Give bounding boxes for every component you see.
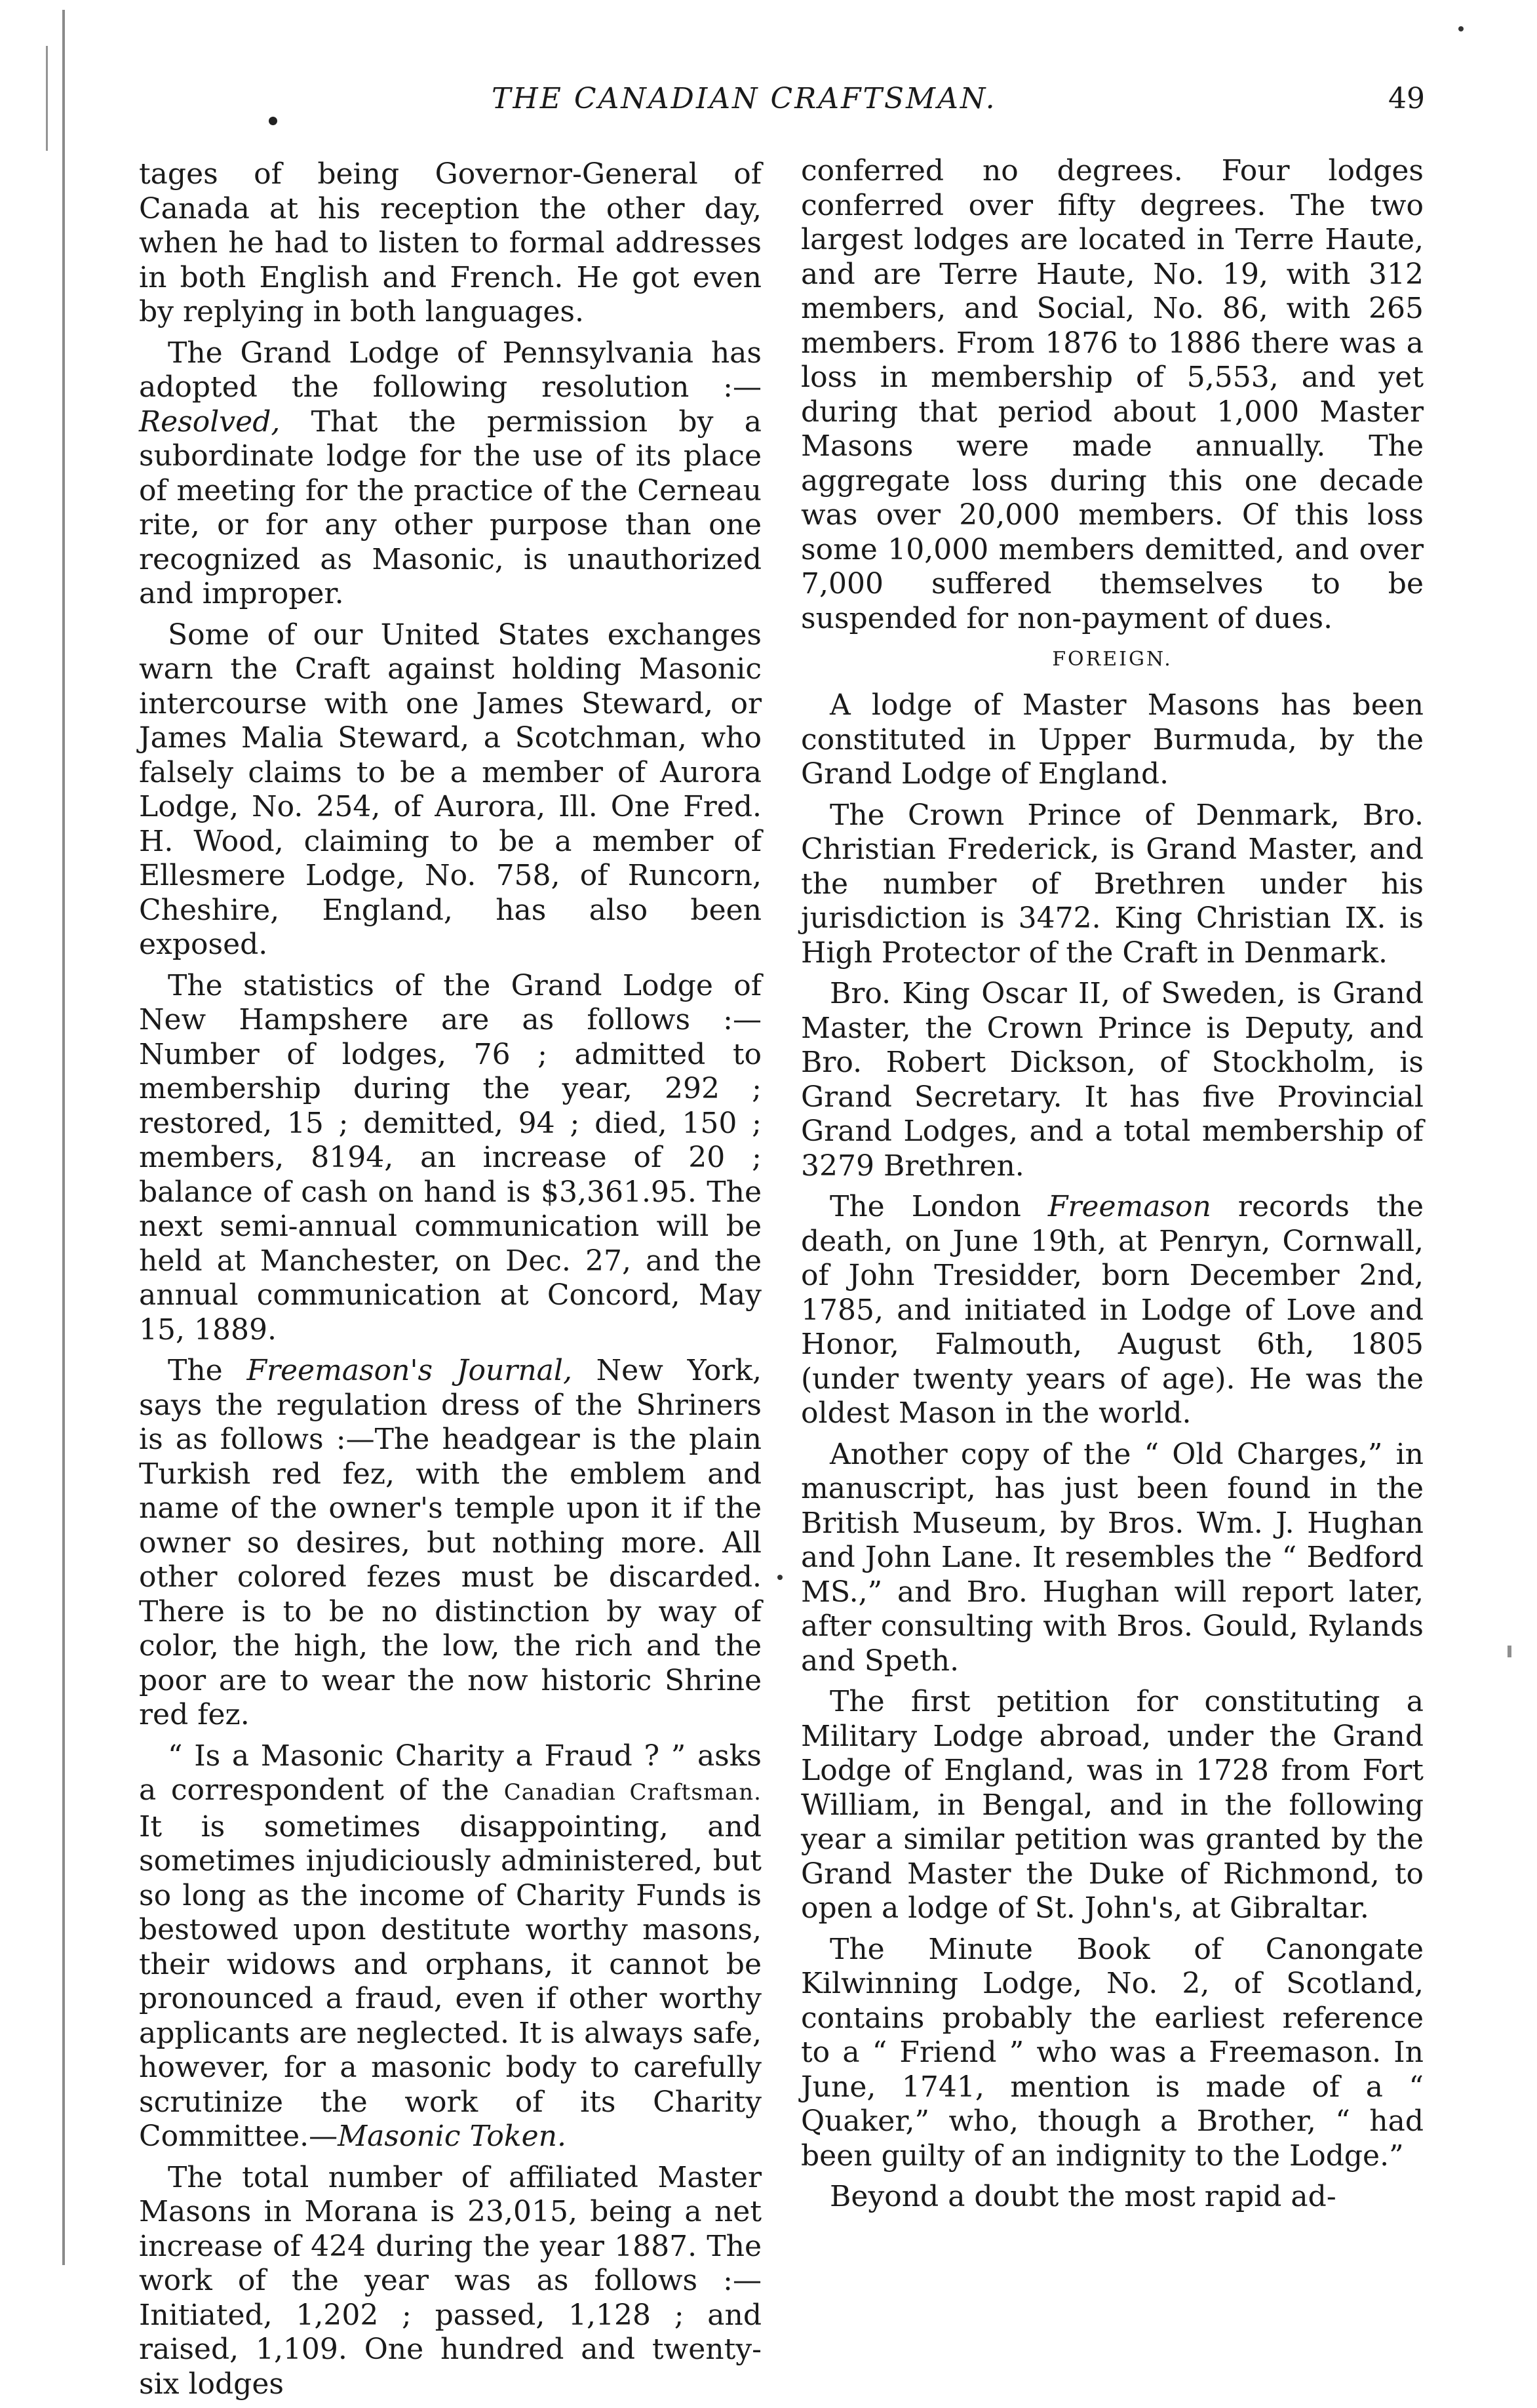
paragraph: The statistics of the Grand Lodge of New Hampshere are as follows :—Number of lodges, 76 ; admitted to membership during the year, 292 ; restored, 15 ; demitted, 94 ; died, 150 ; members, 8194, an increase of 20 ; balance of cash on hand is $3,361.95. The next semi-annual communication will be held at Manchester, on Dec. 27, and the annual communication at Concord, May 15, 1889. xyxy=(139,968,762,1347)
paragraph: A lodge of Master Masons has been constituted in Upper Burmuda, by the Grand Lodge of England. xyxy=(801,688,1424,791)
paragraph: The first petition for constituting a Military Lodge abroad, under the Grand Lodge of England, was in 1728 from Fort William, in Bengal, and in the following year a similar petition was granted by the Grand Master the Duke of Richmond, to open a lodge of St. John's, at Gibraltar. xyxy=(801,1685,1424,1925)
binding-edge-line xyxy=(62,10,65,2265)
paragraph xyxy=(801,1190,1424,1431)
page-number: 49 xyxy=(1388,82,1425,115)
left-column xyxy=(139,157,762,2408)
paragraph: Another copy of the “ Old Charges,” in manuscript, has just been found in the British Museum, by Bros. Wm. J. Hughan and John Lane. It resembles the “ Bedford MS.,” and Bro. Hughan will report later, after consulting with Bros. Gould, Rylands and Speth. xyxy=(801,1437,1424,1678)
paragraph-text: It is sometimes disappointing, and sometimes injudiciously administered, but so long as the income of Charity Funds is bestowed upon destitute worthy masons, their widows and orphans, it cannot be pronounced a fraud, even if other worthy applicants are neglected. It is always safe, however, for a masonic body to carefully scrutinize the work of its Charity Committee.— xyxy=(139,1809,762,2153)
paragraph-text: The xyxy=(168,1354,247,1387)
print-dot xyxy=(269,117,277,125)
paragraph-text: The Grand Lodge of Pennsylvania has adopted the following resolution :— xyxy=(139,336,762,404)
paragraph: Bro. King Oscar II, of Sweden, is Grand Master, the Crown Prince is Deputy, and Bro. Robert Dickson, of Stockholm, is Grand Secretary. It has five Provincial Grand Lodges, and a total membership of 3279 Brethren. xyxy=(801,977,1424,1183)
paragraph: Some of our United States exchanges warn the Craft against holding Masonic intercourse with one James Steward, or James Malia Steward, a Scotchman, who falsely claims to be a member of Aurora Lodge, No. 254, of Aurora, Ill. One Fred. H. Wood, claiming to be a member of Ellesmere Lodge, No. 758, of Runcorn, Cheshire, England, has also been exposed. xyxy=(139,618,762,961)
print-speck xyxy=(1508,1646,1511,1657)
paragraph: The total number of affiliated Master Masons in Morana is 23,015, being a net increase of 424 during the year 1887. The work of the year was as follows :—Initiated, 1,202 ; passed, 1,128 ; and raised, 1,109. One hundred and twenty-six lodges xyxy=(139,2160,762,2401)
binding-edge-mark xyxy=(46,46,48,151)
paragraph: The Minute Book of Canongate Kilwinning Lodge, No. 2, of Scotland, contains probably the earliest reference to a “ Friend ” who was a Freemason. In June, 1741, mention is made of a “ Quaker,” who, though a Brother, “ had been guilty of an indignity to the Lodge.” xyxy=(801,1932,1424,2173)
print-speck xyxy=(1458,26,1464,31)
paragraph-text: The London xyxy=(830,1190,1048,1223)
paragraph-text: That the permission by a subordinate lodge for the use of its place of meeting for the practice of the Cerneau rite, or for any other purpose than one recognized as Masonic, is unauthorized and improper. xyxy=(139,405,762,610)
italic-text: Freemason's Journal, xyxy=(246,1354,572,1387)
italic-text: Freemason xyxy=(1047,1190,1211,1223)
italic-text: Masonic Token. xyxy=(338,2120,566,2153)
paragraph-text: New York, says the regulation dress of the Shriners is as follows :—The headgear is the plain Turkish red fez, with the emblem and name of the owner's temple upon it if the owner so desires, but nothing more. All other colored fezes must be discarded. There is to be no distinction by way of color, the high, the low, the rich and the poor are to wear the now historic Shrine red fez. xyxy=(139,1354,762,1731)
paragraph: conferred no degrees. Four lodges conferred over fifty degrees. The two largest lodges are located in Terre Haute, and are Terre Haute, No. 19, with 312 members, and Social, No. 86, with 265 members. From 1876 to 1886 there was a loss in membership of 5,553, and yet during that period about 1,000 Master Masons were made annually. The aggregate loss during this one decade was over 20,000 members. Of this loss some 10,000 members demitted, and over 7,000 suffered themselves to be suspended for non-payment of dues. xyxy=(801,154,1424,635)
print-speck xyxy=(777,1575,783,1580)
small-caps-text: Canadian Craftsman. xyxy=(503,1779,762,1806)
paragraph: Beyond a doubt the most rapid ad- xyxy=(830,2180,1336,2213)
paragraph-text: “ Is a Masonic Charity a Fraud ? ” asks a correspondent of the xyxy=(139,1739,762,1807)
paragraph xyxy=(139,1354,762,1733)
right-column xyxy=(801,154,1424,2221)
paragraph: The Crown Prince of Denmark, Bro. Christian Frederick, is Grand Master, and the number of Brethren under his jurisdiction is 3472. King Christian IX. is High Protector of the Craft in Denmark. xyxy=(801,798,1424,970)
paragraph xyxy=(139,336,762,612)
italic-text: Resolved, xyxy=(139,405,281,439)
paragraph-text: records the death, on June 19th, at Penryn, Cornwall, of John Tresidder, born December 2nd, 1785, and initiated in Lodge of Love and Honor, Falmouth, August 6th, 1805 (under twenty years of age). He was the oldest Mason in the world. xyxy=(801,1190,1424,1430)
paragraph xyxy=(139,1739,762,2154)
section-heading: FOREIGN. xyxy=(1052,648,1173,671)
running-title: THE CANADIAN CRAFTSMAN. xyxy=(492,82,997,115)
paragraph: tages of being Governor-General of Canada at his reception the other day, when he had to listen to formal addresses in both English and French. He got even by replying in both languages. xyxy=(139,157,762,328)
